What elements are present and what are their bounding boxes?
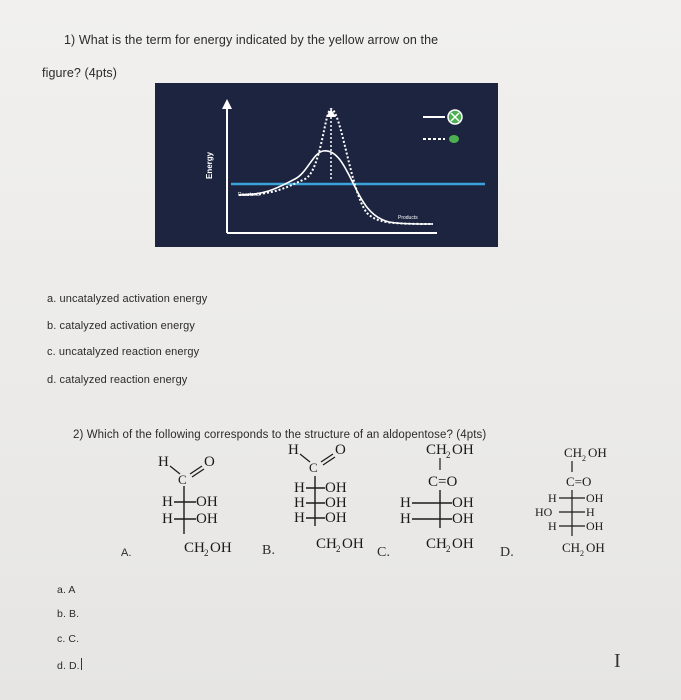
svg-text:O: O xyxy=(335,442,346,458)
svg-text:CH: CH xyxy=(564,445,583,460)
svg-text:OH: OH xyxy=(452,511,474,527)
chemical-structures-figure xyxy=(110,440,630,570)
svg-text:2: 2 xyxy=(446,544,451,554)
svg-text:H: H xyxy=(586,505,595,519)
svg-text:H: H xyxy=(162,494,173,510)
svg-text:OH: OH xyxy=(586,540,605,555)
svg-text:H: H xyxy=(294,510,305,526)
answer-c[interactable]: c. C. xyxy=(57,633,80,645)
svg-text:2: 2 xyxy=(580,549,584,558)
svg-text:H: H xyxy=(400,495,411,511)
svg-text:OH: OH xyxy=(586,519,604,533)
answer-b[interactable]: b. B. xyxy=(57,608,80,620)
energy-axis-label: Energy xyxy=(205,151,214,179)
svg-text:C=O: C=O xyxy=(428,474,458,490)
svg-text:CH: CH xyxy=(316,536,337,552)
svg-text:OH: OH xyxy=(325,480,347,496)
svg-text:OH: OH xyxy=(452,536,474,552)
svg-text:H: H xyxy=(400,511,411,527)
energy-diagram xyxy=(155,83,498,247)
svg-text:OH: OH xyxy=(586,491,604,505)
svg-text:OH: OH xyxy=(325,510,347,526)
svg-text:OH: OH xyxy=(452,495,474,511)
svg-text:H: H xyxy=(288,442,299,458)
structure-label-a: A. xyxy=(121,547,132,559)
answer-d[interactable] xyxy=(57,658,82,672)
structure-label-b: B. xyxy=(262,543,276,558)
svg-text:H: H xyxy=(548,519,557,533)
structure-label-d: D. xyxy=(500,545,514,560)
svg-text:OH: OH xyxy=(196,511,218,527)
svg-text:OH: OH xyxy=(196,494,218,510)
svg-text:H: H xyxy=(294,480,305,496)
question1-text-line1: 1) What is the term for energy indicated by the yellow arrow on the xyxy=(64,33,439,47)
option-a[interactable]: a. uncatalyzed activation energy xyxy=(47,293,208,305)
svg-text:OH: OH xyxy=(342,536,364,552)
svg-text:2: 2 xyxy=(446,450,451,460)
svg-text:C: C xyxy=(178,472,187,487)
text-caret xyxy=(81,658,82,670)
svg-text:2: 2 xyxy=(336,544,341,554)
answer-a[interactable]: a. A xyxy=(57,584,76,596)
reactants-label: Reactants xyxy=(238,192,261,198)
answer-d-label: d. D. xyxy=(57,660,80,672)
option-d[interactable]: d. catalyzed reaction energy xyxy=(47,374,188,386)
svg-text:CH: CH xyxy=(426,536,447,552)
svg-text:HO: HO xyxy=(535,505,553,519)
option-b[interactable]: b. catalyzed activation energy xyxy=(47,320,195,332)
svg-text:OH: OH xyxy=(325,495,347,511)
svg-text:C: C xyxy=(309,460,318,475)
svg-text:2: 2 xyxy=(582,454,586,463)
svg-text:OH: OH xyxy=(588,445,607,460)
question2-text: 2) Which of the following corresponds to the structure of an aldopentose? (4pts) xyxy=(73,429,487,441)
question1-text-line2: figure? (4pts) xyxy=(42,66,118,80)
svg-text:OH: OH xyxy=(210,540,232,556)
svg-text:2: 2 xyxy=(204,548,209,558)
svg-text:CH: CH xyxy=(426,442,447,458)
text-cursor-icon: I xyxy=(614,650,621,672)
option-c[interactable]: c. uncatalyzed reaction energy xyxy=(47,346,200,358)
products-label: Products xyxy=(398,215,418,221)
svg-text:H: H xyxy=(548,491,557,505)
svg-text:CH: CH xyxy=(184,540,205,556)
svg-text:H: H xyxy=(162,511,173,527)
svg-text:O: O xyxy=(204,454,215,470)
svg-text:OH: OH xyxy=(452,442,474,458)
structure-label-c: C. xyxy=(377,545,391,560)
svg-text:H: H xyxy=(294,495,305,511)
svg-text:CH: CH xyxy=(562,540,581,555)
svg-text:C=O: C=O xyxy=(566,474,592,489)
svg-text:H: H xyxy=(158,454,169,470)
